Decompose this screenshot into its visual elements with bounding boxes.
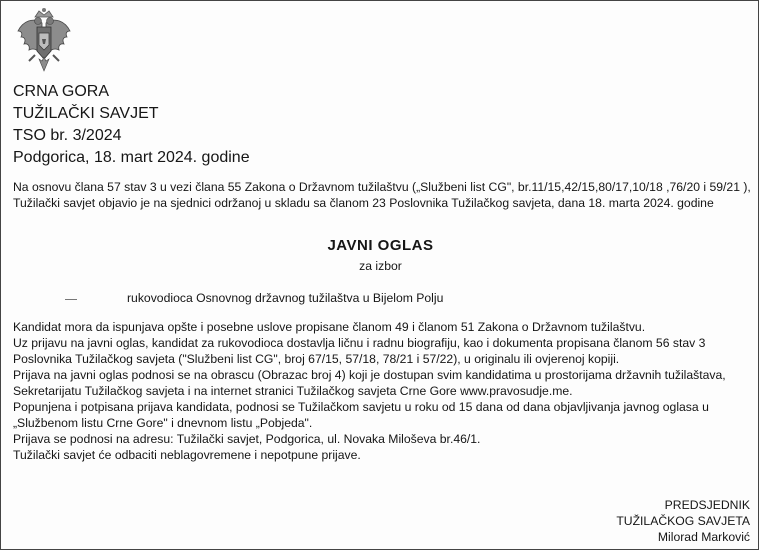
position-title: rukovodioca Osnovnog državnog tužilaštva u Bijelom Polju — [127, 291, 444, 305]
paragraph-deadline: Popunjena i potpisana prijava kandidata, podnosi se Tužilačkom savjetu u roku od 15 dana od dana objavljivanja javnog oglasa u „Službenom listu Crne Gore" i dnevnom listu „Pobjeda". — [13, 400, 709, 430]
paragraph-address: Prijava se podnosi na adresu: Tužilački savjet, Podgorica, ul. Novaka Miloševa br.46/1. — [13, 432, 481, 446]
signatory-name: Milorad Marković — [657, 530, 750, 544]
body-text — [13, 319, 753, 463]
paragraph-application-form: Prijava na javni oglas podnosi se na obrascu (Obrazac broj 4) koji je dostupan svim kandidatima u prostorijama državnih tužilaštava, Sekretarijatu Tužilačkog savjeta i na internet stranici Tužilačkog savjeta Crne Gore www.pravosudje.me. — [13, 368, 726, 398]
signature-title-1: PREDSJEDNIK — [664, 498, 750, 512]
document-title: JAVNI OGLAS — [327, 237, 434, 254]
reference-number: TSO br. 3/2024 — [13, 127, 122, 144]
institution-name: TUŽILAČKI SAVJET — [13, 105, 159, 122]
paragraph-requirements: Kandidat mora da ispunjava opšte i posebne uslove propisane članom 49 i članom 51 Zakona o Državnom tužilaštvu. — [13, 320, 646, 334]
signature-title-2: TUŽILAČKOG SAVJETA — [616, 514, 750, 528]
montenegro-coat-of-arms-icon — [15, 7, 73, 75]
paragraph-rejection: Tužilački savjet će odbaciti neblagovremene i nepotpune prijave. — [13, 448, 361, 462]
document-subtitle: za izbor — [359, 259, 402, 273]
document-header — [13, 81, 250, 169]
scan-mark — [65, 299, 77, 300]
intro-paragraph: Na osnovu člana 57 stav 3 u vezi člana 55 Zakona o Državnom tužilaštvu („Službeni list CG", br.11/15,42/15,80/17,10/18 ,76/20 i 59/21 ), Tužilački savjet objavio je na sjednici održanoj u skladu sa članom 23 Poslovnika Tužilačkog savjeta, dana 18. marta 2024. godine — [13, 180, 751, 210]
country-name: CRNA GORA — [13, 83, 110, 100]
place-and-date: Podgorica, 18. mart 2024. godine — [13, 149, 250, 166]
paragraph-documents: Uz prijavu na javni oglas, kandidat za rukovodioca dostavlja ličnu i radnu biografiju, kao i dokumenta propisana članom 56 stav 3 Poslovnika Tužilačkog savjeta ("Službeni list CG", broj 67/15, 57/18, 78/21 i 57/22), u originalu ili ovjerenoj kopiji. — [13, 336, 706, 366]
signature-block — [616, 497, 750, 545]
